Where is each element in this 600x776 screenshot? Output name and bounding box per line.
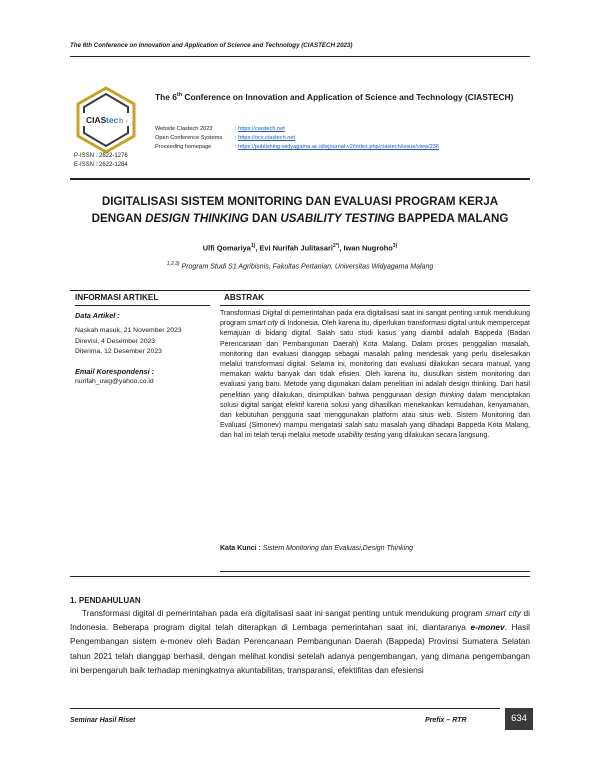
header-rule	[70, 56, 530, 57]
email-value: nurifah_uwg@yahoo.co.id	[75, 378, 154, 385]
logo-suffix: h -	[119, 118, 128, 125]
intro-text: Transformasi digital di pemerintahan pada era digitalisasi saat ini sangat penting untuk mendukung program smart city di Indonesia. Beberapa program digital telah diterapkan di Lembaga pemerintahan saat ini, diantaranya e-monev. Hasil Pengembangan sistem e-monev oleh Badan Perencanaan Pembangunan Daerah (Bappeda) Provinsi Sumatera Selatan tahun 2021 telah dianggap berhasil, dengan melihat kondisi setelah adanya pengembangan, yang dimana pengembangan ini berpengaruh baik terhadap meningkatnya akuntabilitas, transparansi, efektifitas dan efesiensi	[70, 608, 530, 675]
authors: Ulfi Qomariya$^{1)}$, Evi Nurifah Julitasari$^{2*)}$, Iwan Nugroho$^{3)}$	[202, 243, 398, 253]
proceeding-row: Proceeding homepage : https://publishing-widyagama.ac.id/ejournal-v2/index.php/ciastech/issue/view/236	[155, 144, 439, 150]
abstract-text: Transformasi Digital di pemerintahan pada era digitalisasi saat ini sangat penting untuk mendukung program smart city di Indonesia. Oleh karena itu, diperlukan transformasi digital untuk mempercepat kemajuan di bidang digital. Salah satu studi kasus yang diambil adalah Bappeda (Badan Perencanaan dan Pembangunan Daerah) Kota Malang. Dalam proses penggalian masalah, monitoring dan evaluasi dianggap sebagai masalah paling mendesak yang perlu diselesaikan melalui transformasi digital. Selama ini, monitoring dan evaluasi dilakukan secara manual, yang memakan waktu banyak dan tidak efisien. Oleh karena itu, diusulkan sistem monitoring dan evaluasi yang baru. Metode yang digunakan dalam penelitian ini adalah design thinking. Dari hasil penelitian yang dilakukan, disimpulkan bahwa penggunaan design thinking dalam menciptakan solusi digital sangat efektif karena solusi yang dihasilkan menekankan kemudahan, kenyamanan, dan kebutuhan pengguna saat menggunakan platform atau situs web. Sistem Monitoring dan Evaluasi (Simonev) mampu mengatasi salah satu masalah yang dihadapi Bappeda Kota Malang, dan hal ini telah teruji melalui metode usability testing yang dilakukan secara langsung.	[220, 310, 531, 440]
abstract-end-rule	[220, 571, 530, 572]
info-heading: INFORMASI ARTIKEL	[75, 293, 159, 302]
ocs-row: Open Conference Systems : https://ocs.ciastech.net	[155, 135, 296, 141]
keywords: Kata Kunci : Sistem Monitoring dan Evaluasi,Design Thinking	[220, 545, 413, 552]
conference-title: The 6th Conference on Innovation and Application of Science and Technology (CIASTECH)	[155, 91, 514, 102]
issn-electronic: E-ISSN : 2622-1284	[74, 162, 128, 168]
abstract-rule	[220, 305, 530, 306]
article-data-label: Data Artikel :	[75, 311, 120, 320]
section-rule-bottom	[70, 576, 530, 577]
issn-print: P-ISSN : 2622-1276	[74, 153, 128, 159]
section-rule-top	[70, 290, 530, 291]
proceeding-link[interactable]: https://publishing-widyagama.ac.id/ejournal-v2/index.php/ciastech/issue/view/236	[238, 144, 439, 150]
website-row: Website Ciastech 2023 : https://ciastech.net	[155, 126, 285, 132]
footer-left: Seminar Hasil Riset	[70, 717, 136, 724]
article-dates: Naskah masuk, 21 November 2023 Direvisi, 4 Desember 2023 Diterima, 12 Desember 2023	[75, 327, 182, 355]
email-label: Email Korespondensi :	[75, 367, 155, 376]
footer-rule	[70, 708, 500, 709]
intro-heading: 1. PENDAHULUAN	[70, 596, 141, 605]
logo-subtext: tec	[106, 115, 119, 125]
paper-title: DIGITALISASI SISTEM MONITORING DAN EVALUASI PROGRAM KERJA DENGAN DESIGN THINKING DAN USABILITY TESTING BAPPEDA MALANG	[91, 195, 509, 225]
affiliation: $^{1,2,3)}$ Program Studi S1 Agribisnis, Fakultas Pertanian, Universitas Widyagama Malang	[166, 261, 434, 271]
page-number: 634	[505, 708, 533, 730]
running-head: The 6th Conference on Innovation and Application of Science and Technology (CIASTECH 2023)	[70, 42, 353, 49]
ciastech-logo	[72, 86, 140, 154]
website-link[interactable]: https://ciastech.net	[238, 126, 285, 132]
title-rule	[70, 178, 530, 180]
abstract-heading: ABSTRAK	[224, 293, 265, 302]
logo-text: CIAS	[86, 115, 107, 125]
footer-prefix: Prefix – RTR	[425, 717, 467, 724]
info-rule	[75, 305, 210, 306]
ocs-link[interactable]: https://ocs.ciastech.net	[238, 135, 296, 141]
